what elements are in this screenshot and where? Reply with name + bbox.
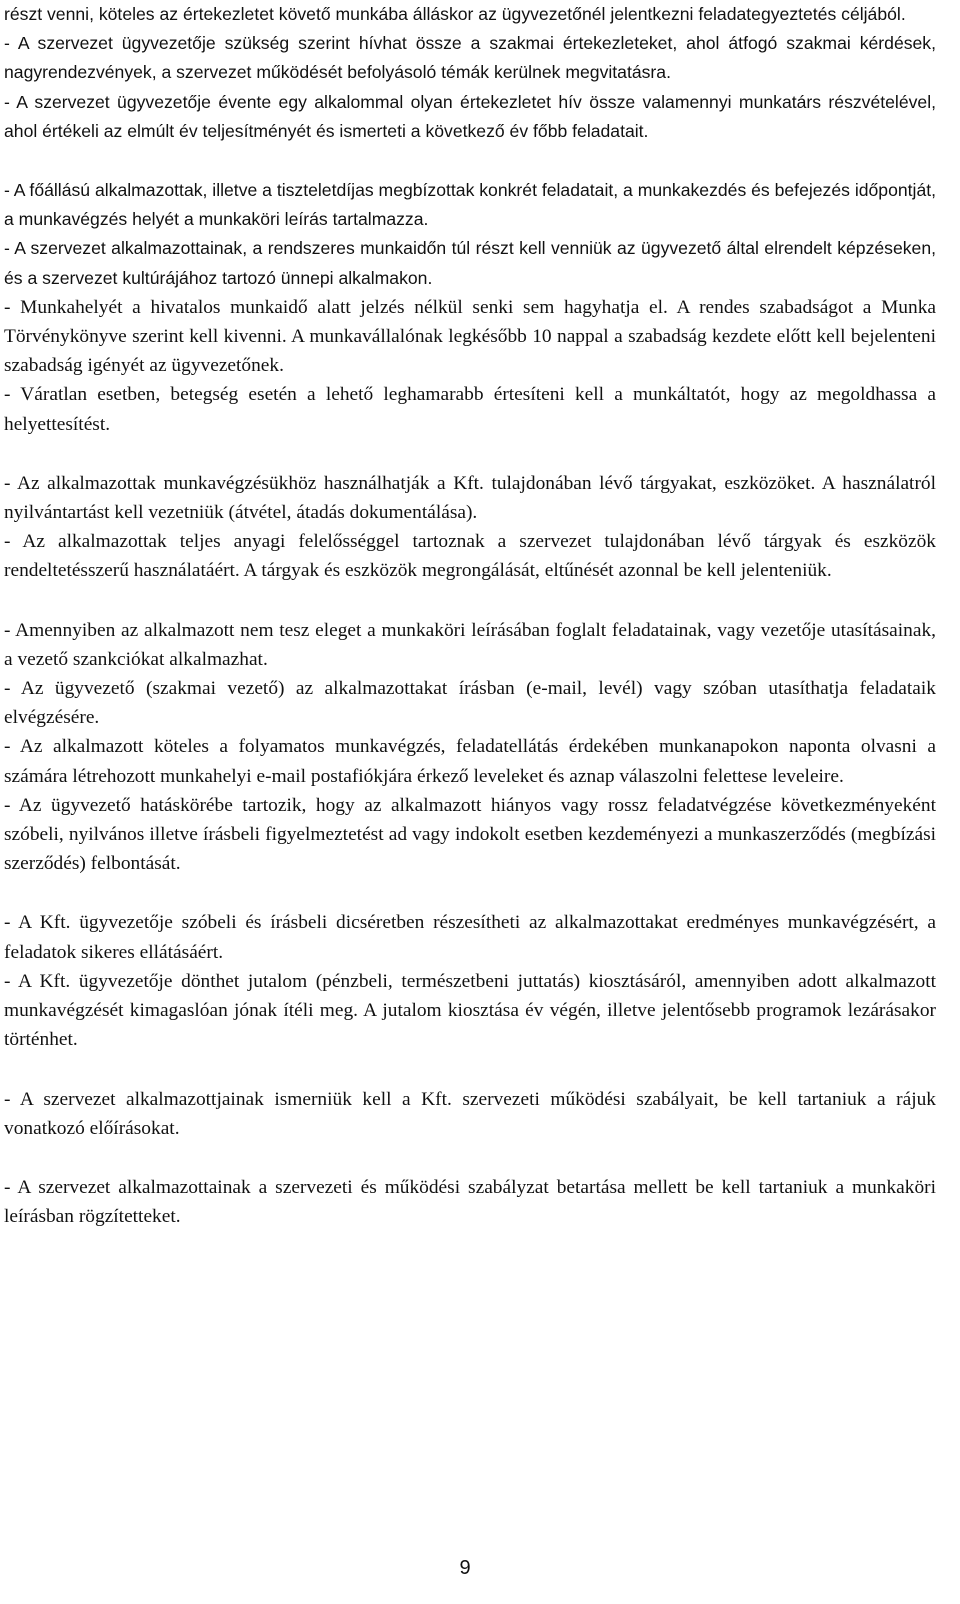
paragraph-group (4, 908, 936, 1054)
paragraph-group (4, 616, 936, 879)
paragraph: - Az alkalmazott köteles a folyamatos munkavégzés, feladatellátás érdekében munkanapokon naponta olvasni a számára létrehozott munkahelyi e-mail postafiókjára érkező leveleket és aznap válaszolni felettese leveleire. (4, 736, 936, 787)
paragraph-group (4, 1173, 936, 1231)
paragraph: - A szervezet ügyvezetője szükség szerint hívhat össze a szakmai értekezleteket, ahol átfogó szakmai kérdések, nagyrendezvények, a szervezet működését befolyásoló témák kerülnek megvitatásra. (4, 33, 936, 83)
paragraph: - A főállású alkalmazottak, illetve a tiszteletdíjas megbízottak konkrét feladatait, a munkakezdés és befejezés időpontját, a munkavégzés helyét a munkaköri leírás tartalmazza. (4, 180, 937, 230)
paragraph: - A szervezet alkalmazottainak, a rendszeres munkaidőn túl részt kell venniük az ügyvezető által elrendelt képzéseken, és a szervezet kultúrájához tartozó ünnepi alkalmakon. (4, 238, 936, 288)
paragraph-group (4, 1085, 936, 1143)
paragraph: - Munkahelyét a hivatalos munkaidő alatt jelzés nélkül senki sem hagyhatja el. A rendes szabadságot a Munka Törvénykönyve szerint kell kivenni. A munkavállalónak legkésőbb 10 nappal a szabadság kezdete előtt kell bejelenteni szabadság igényét az ügyvezetőnek. (4, 296, 936, 377)
paragraph: - A Kft. ügyvezetője dönthet jutalom (pénzbeli, természetbeni juttatás) kiosztásáról, amennyiben adott alkalmazott munkavégzését kimagaslóan jónak ítéli meg. A jutalom kiosztása év végén, illetve jelentősebb programok lezárásakor történhet. (4, 970, 936, 1051)
paragraph: - Az ügyvezető (szakmai vezető) az alkalmazottakat írásban (e-mail, levél) vagy szóban utasíthatja feladataik elvégzésére. (4, 678, 936, 729)
page-number: 9 (459, 1557, 471, 1579)
paragraph: - Az alkalmazottak teljes anyagi felelősséggel tartoznak a szervezet tulajdonában lévő tárgyak és eszközök rendeltetésszerű használatáért. A tárgyak és eszközök megrongálását, eltűnését azonnal be kell jelenteniük. (4, 531, 936, 582)
paragraph-group (4, 469, 936, 586)
document-body (4, 0, 936, 1231)
paragraph: - Az alkalmazottak munkavégzésükhöz használhatják a Kft. tulajdonában lévő tárgyakat, eszközöket. A használatról nyilvántartást kell vezetniük (átvétel, átadás dokumentálása). (4, 472, 936, 524)
paragraph: - A Kft. ügyvezetője szóbeli és írásbeli dicséretben részesítheti az alkalmazottakat eredményes munkavégzésért, a feladatok sikeres ellátásáért. (4, 912, 936, 963)
paragraph: - Amennyiben az alkalmazott nem tesz eleget a munkaköri leírásában foglalt feladatainak, vagy vezetője utasításainak, a vezető szankciókat alkalmazhat. (4, 619, 936, 670)
paragraph: részt venni, köteles az értekezletet követő munkába álláskor az ügyvezetőnél jelentkezni feladategyeztetés céljából. (4, 4, 906, 24)
paragraph: - A szervezet ügyvezetője évente egy alkalommal olyan értekezletet hív össze valamennyi munkatárs részvételével, ahol értékeli az elmúlt év teljesítményét és ismerteti a következő év főbb feladatait. (4, 91, 936, 141)
paragraph: - A szervezet alkalmazottainak a szervezeti és működési szabályzat betartása mellett be kell tartaniuk a munkaköri leírásban rögzítetteket. (4, 1176, 936, 1228)
paragraph-group (4, 0, 936, 146)
paragraph: - Váratlan esetben, betegség esetén a lehető leghamarabb értesíteni kell a munkáltatót, hogy az megoldhassa a helyettesítést. (4, 384, 936, 435)
paragraph: - A szervezet alkalmazottjainak ismerniük kell a Kft. szervezeti működési szabályait, be kell tartaniuk a rájuk vonatkozó előírásokat. (4, 1088, 936, 1139)
paragraph-group (4, 176, 936, 439)
paragraph: - Az ügyvezető hatáskörébe tartozik, hogy az alkalmazott hiányos vagy rossz feladatvégzése következményeként szóbeli, nyilvános illetve írásbeli figyelmeztetést ad vagy indokolt esetben kezdeményezi a munkaszerződés (megbízási szerződés) felbontását. (4, 794, 936, 875)
